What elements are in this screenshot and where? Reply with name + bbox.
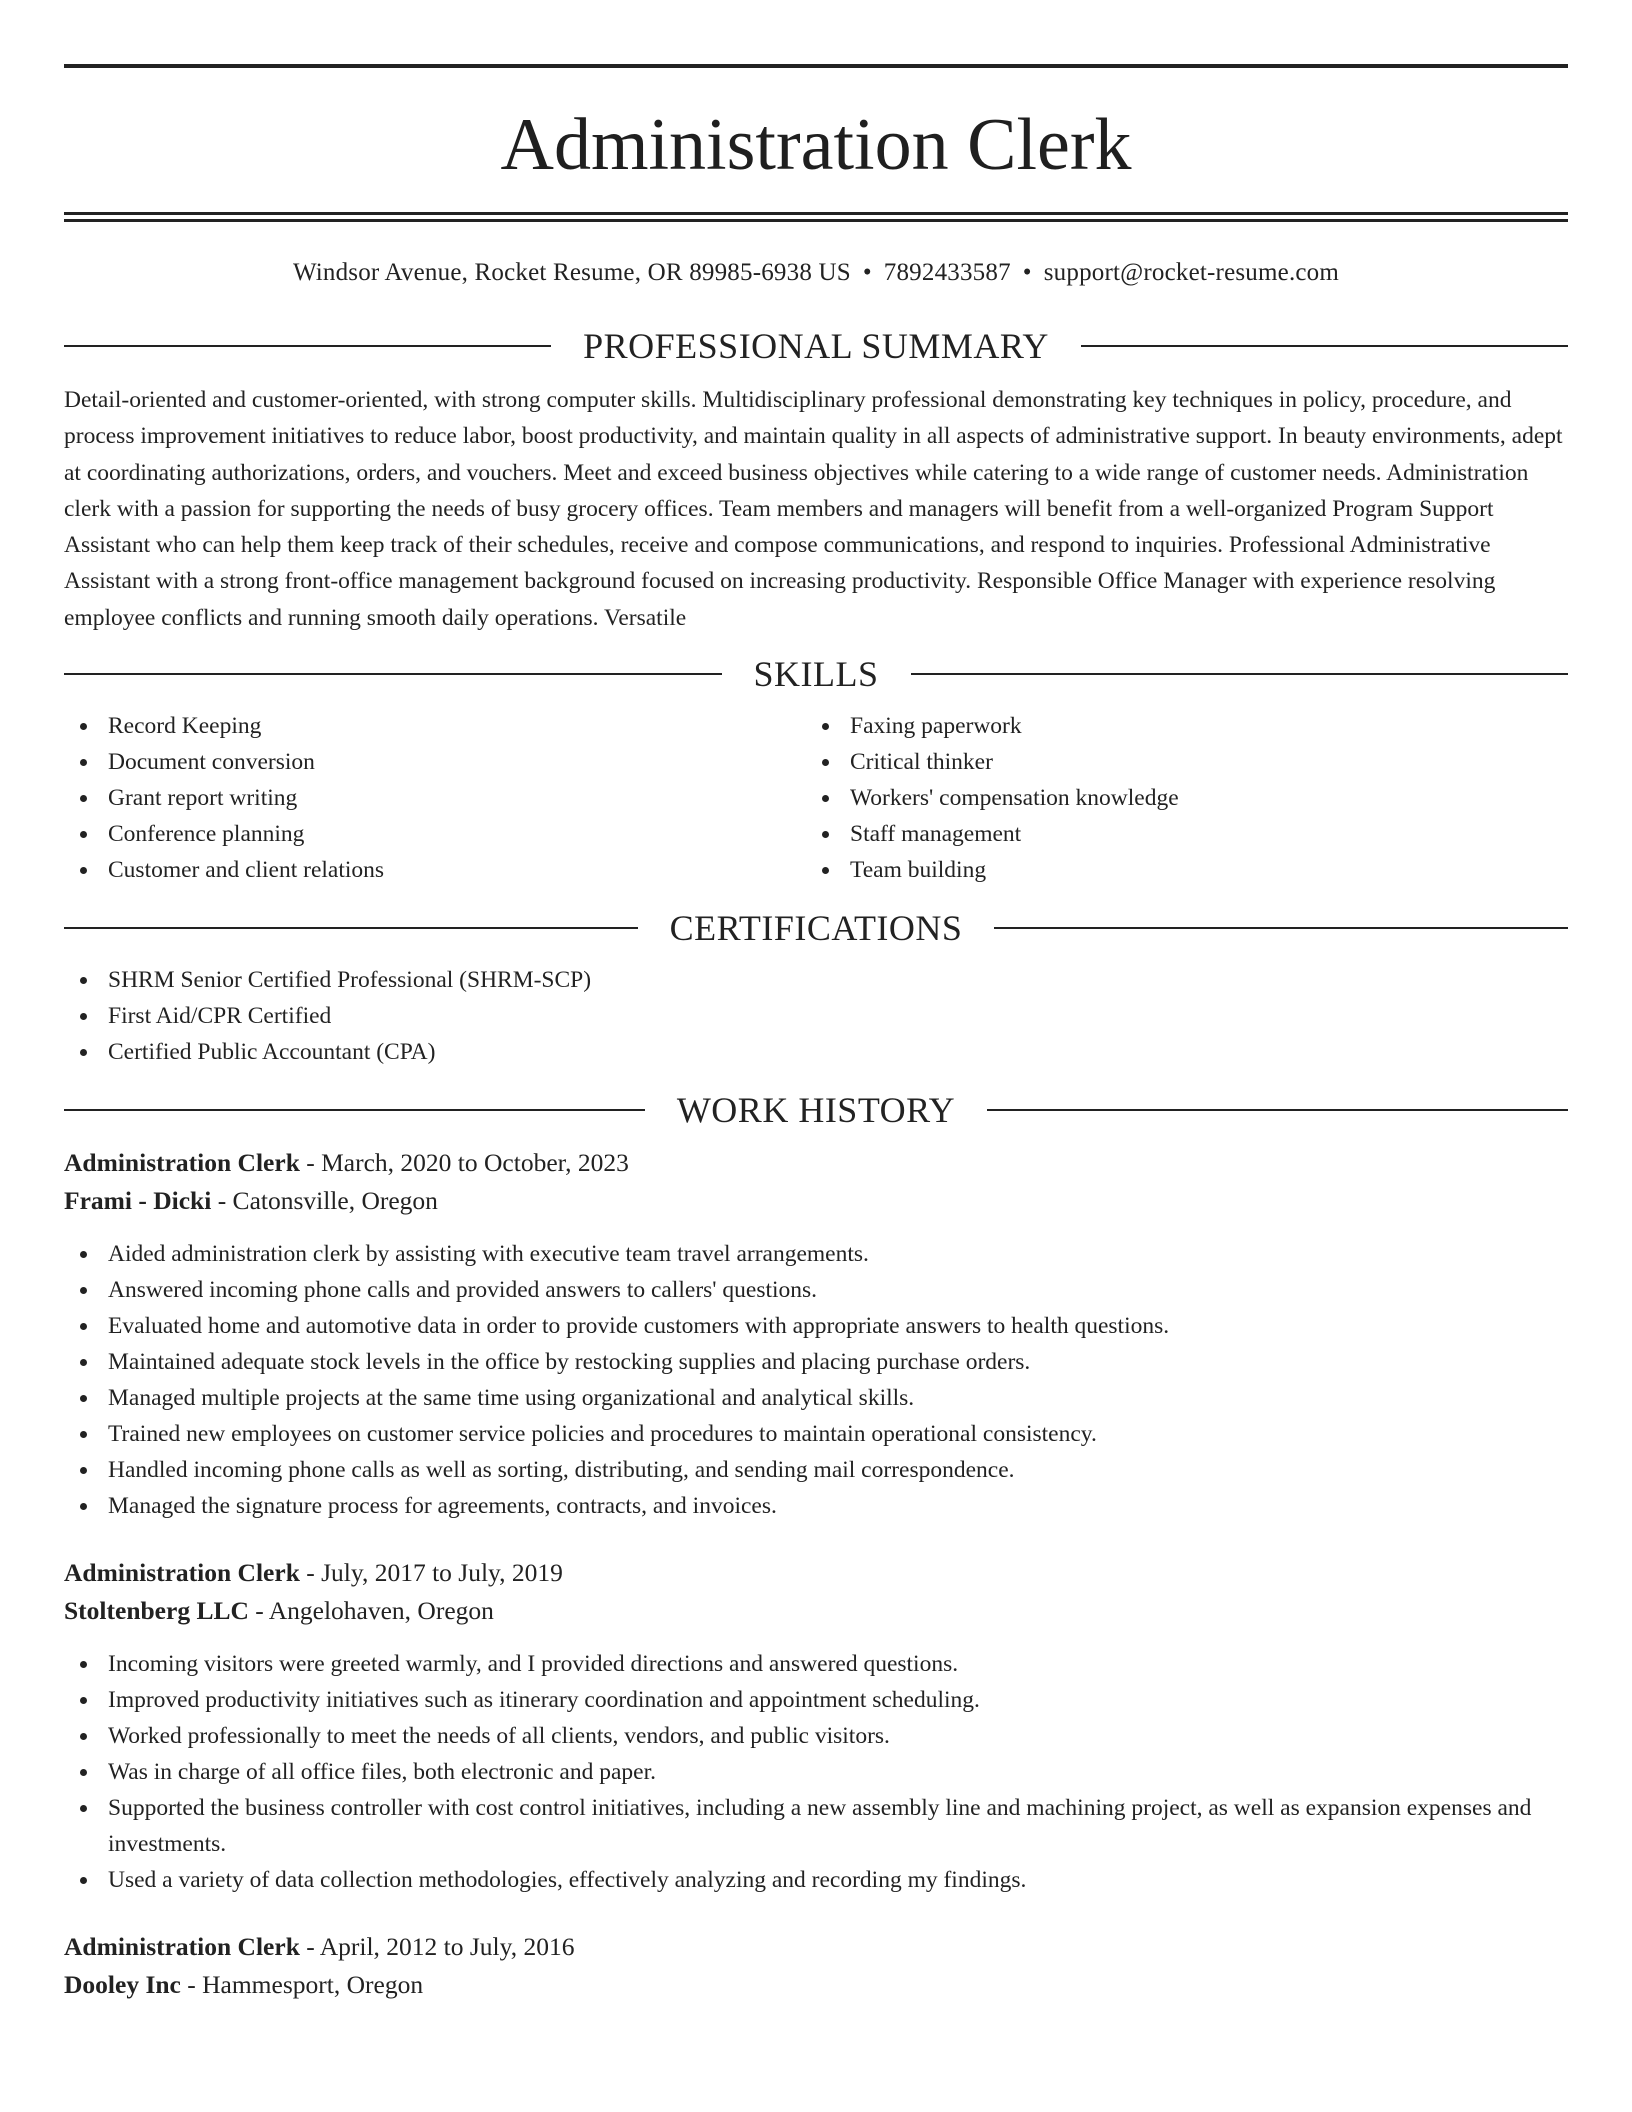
skills-column-left	[64, 708, 806, 888]
contact-line	[64, 258, 1568, 288]
heading-rule	[64, 927, 638, 929]
job-dates: - July, 2017 to July, 2019	[299, 1558, 563, 1588]
job-bullet: Handled incoming phone calls as well as sorting, distributing, and sending mail correspondence.	[64, 1452, 1568, 1488]
job-company: Stoltenberg LLC	[64, 1596, 249, 1626]
job-entry	[64, 1144, 1568, 1524]
certification-item: Certified Public Accountant (CPA)	[64, 1034, 1568, 1070]
certification-item: SHRM Senior Certified Professional (SHRM-SCP)	[64, 962, 1568, 998]
job-entry	[64, 1928, 1568, 2004]
job-dates: - April, 2012 to July, 2016	[299, 1932, 575, 1962]
job-company-line	[64, 1182, 1568, 1220]
address: Windsor Avenue, Rocket Resume, OR 89985-6938 US	[292, 259, 851, 286]
skill-item: Grant report writing	[64, 780, 806, 816]
job-title-line	[64, 1928, 1568, 1966]
job-bullet: Improved productivity initiatives such as itinerary coordination and appointment scheduling.	[64, 1682, 1568, 1718]
section-title: CERTIFICATIONS	[669, 908, 963, 949]
job-bullet: Evaluated home and automotive data in order to provide customers with appropriate answers to health questions.	[64, 1308, 1568, 1344]
job-company-line	[64, 1966, 1568, 2004]
certification-item: First Aid/CPR Certified	[64, 998, 1568, 1034]
job-location: - Hammesport, Oregon	[180, 1970, 424, 2000]
skill-item: Customer and client relations	[64, 852, 806, 888]
top-rule	[64, 64, 1568, 68]
job-title: Administration Clerk	[64, 1148, 300, 1178]
job-entry	[64, 1554, 1568, 1898]
job-dates: - March, 2020 to October, 2023	[299, 1148, 629, 1178]
heading-rule	[64, 673, 722, 675]
heading-rule	[64, 1109, 645, 1111]
job-location: - Catonsville, Oregon	[211, 1186, 438, 1216]
skill-item: Workers' compensation knowledge	[806, 780, 1548, 816]
job-location: - Angelohaven, Oregon	[248, 1596, 494, 1626]
job-company-line	[64, 1592, 1568, 1630]
job-title: Administration Clerk	[64, 1932, 300, 1962]
skill-item: Faxing paperwork	[806, 708, 1548, 744]
skill-item: Critical thinker	[806, 744, 1548, 780]
job-title-line	[64, 1144, 1568, 1182]
skill-item: Record Keeping	[64, 708, 806, 744]
job-bullet: Used a variety of data collection methodologies, effectively analyzing and recording my findings.	[64, 1862, 1568, 1898]
skills-heading	[64, 654, 1568, 694]
job-bullet: Aided administration clerk by assisting with executive team travel arrangements.	[64, 1236, 1568, 1272]
skill-item: Document conversion	[64, 744, 806, 780]
work-history-heading	[64, 1090, 1568, 1130]
summary-heading	[64, 326, 1568, 366]
phone[interactable]: 7892433587	[883, 259, 1011, 286]
heading-rule	[1081, 345, 1568, 347]
summary-text: Detail-oriented and customer-oriented, with strong computer skills. Multidisciplinary professional demonstrating key techniques in policy, procedure, and process improvement initiatives to reduce labor, boost productivity, and maintain quality in all aspects of administrative support. In beauty environments, adept at coordinating authorizations, orders, and vouchers. Meet and exceed business objectives while catering to a wide range of customer needs. Administration clerk with a passion for supporting the needs of busy grocery offices. Team members and managers will benefit from a well-organized Program Support Assistant who can help them keep track of their schedules, receive and compose communications, and respond to inquiries. Professional Administrative Assistant with a strong front-office management background focused on increasing productivity. Responsible Office Manager with experience resolving employee conflicts and running smooth daily operations. Versatile	[64, 387, 1563, 631]
heading-rule	[987, 1109, 1568, 1111]
job-bullet: Was in charge of all office files, both electronic and paper.	[64, 1754, 1568, 1790]
certifications-heading	[64, 908, 1568, 948]
heading-rule	[911, 673, 1569, 675]
resume-page	[64, 64, 1568, 2004]
job-bullet: Managed multiple projects at the same time using organizational and analytical skills.	[64, 1380, 1568, 1416]
resume-name: Administration Clerk	[500, 104, 1132, 186]
skills-list	[64, 708, 1568, 888]
email[interactable]: support@rocket-resume.com	[1043, 259, 1340, 286]
double-rule	[64, 212, 1568, 222]
separator: •	[1022, 259, 1032, 286]
skills-column-right	[806, 708, 1548, 888]
heading-rule	[994, 927, 1568, 929]
section-title: WORK HISTORY	[676, 1090, 956, 1131]
job-bullet: Supported the business controller with cost control initiatives, including a new assembly line and machining project, as well as expansion expenses and investments.	[64, 1790, 1568, 1862]
job-bullet: Maintained adequate stock levels in the office by restocking supplies and placing purchase orders.	[64, 1344, 1568, 1380]
job-title: Administration Clerk	[64, 1558, 300, 1588]
section-title: PROFESSIONAL SUMMARY	[583, 326, 1049, 366]
job-company: Frami - Dicki	[64, 1186, 212, 1216]
skill-item: Staff management	[806, 816, 1548, 852]
job-bullet: Answered incoming phone calls and provided answers to callers' questions.	[64, 1272, 1568, 1308]
job-bullet: Trained new employees on customer service policies and procedures to maintain operational consistency.	[64, 1416, 1568, 1452]
heading-rule	[64, 345, 551, 347]
skill-item: Conference planning	[64, 816, 806, 852]
job-bullet: Managed the signature process for agreements, contracts, and invoices.	[64, 1488, 1568, 1524]
job-bullet: Incoming visitors were greeted warmly, and I provided directions and answered questions.	[64, 1646, 1568, 1682]
job-bullets	[64, 1236, 1568, 1524]
separator: •	[862, 259, 872, 286]
job-bullet: Worked professionally to meet the needs of all clients, vendors, and public visitors.	[64, 1718, 1568, 1754]
section-title: SKILLS	[753, 654, 879, 695]
job-company: Dooley Inc	[64, 1970, 181, 2000]
job-title-line	[64, 1554, 1568, 1592]
certifications-list	[64, 962, 1568, 1070]
skill-item: Team building	[806, 852, 1548, 888]
job-bullets	[64, 1646, 1568, 1898]
